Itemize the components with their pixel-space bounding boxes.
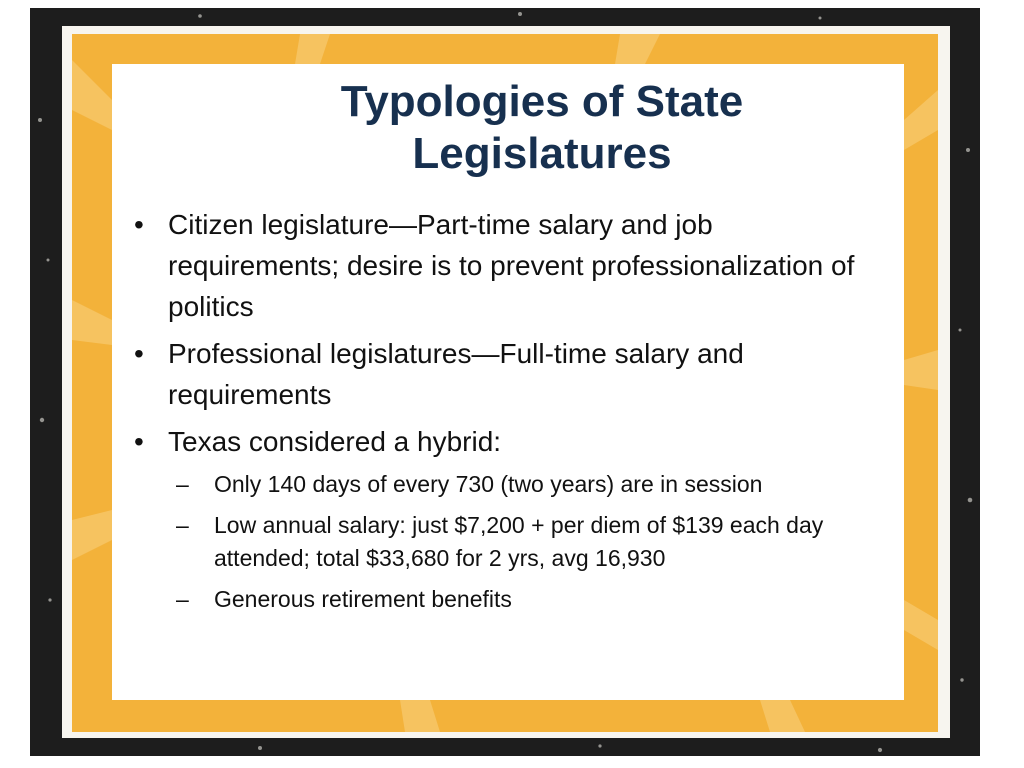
bullet-list [130, 204, 890, 624]
sub-bullet-marker: – [176, 586, 189, 612]
bullet-text: Texas considered a hybrid: [168, 426, 502, 457]
bullet-item [130, 421, 890, 616]
bullet-marker: • [134, 209, 144, 240]
bullet-marker: • [134, 426, 144, 457]
bullet-marker: • [134, 338, 144, 369]
bullet-text: Professional legislatures—Full-time salary and requirements [168, 338, 744, 410]
sub-bullet-item [168, 509, 890, 575]
slide-content-panel [112, 64, 904, 700]
sub-bullet-text: Only 140 days of every 730 (two years) are in session [214, 471, 763, 497]
sub-bullet-marker: – [176, 512, 189, 538]
sub-bullet-item [168, 468, 890, 501]
sub-bullet-text: Generous retirement benefits [214, 586, 512, 612]
bullet-text: Citizen legislature—Part-time salary and job requirements; desire is to prevent professionalization of politics [168, 209, 855, 322]
sub-bullet-list [168, 468, 890, 616]
bullet-item [130, 333, 890, 415]
sub-bullet-item [168, 583, 890, 616]
sub-bullet-text: Low annual salary: just $7,200 + per diem of $139 each day attended; total $33,680 for 2 yrs, avg 16,930 [214, 512, 824, 571]
sub-bullet-marker: – [176, 471, 189, 497]
bullet-item [130, 204, 890, 327]
slide-title: Typologies of State Legislatures [340, 77, 744, 178]
